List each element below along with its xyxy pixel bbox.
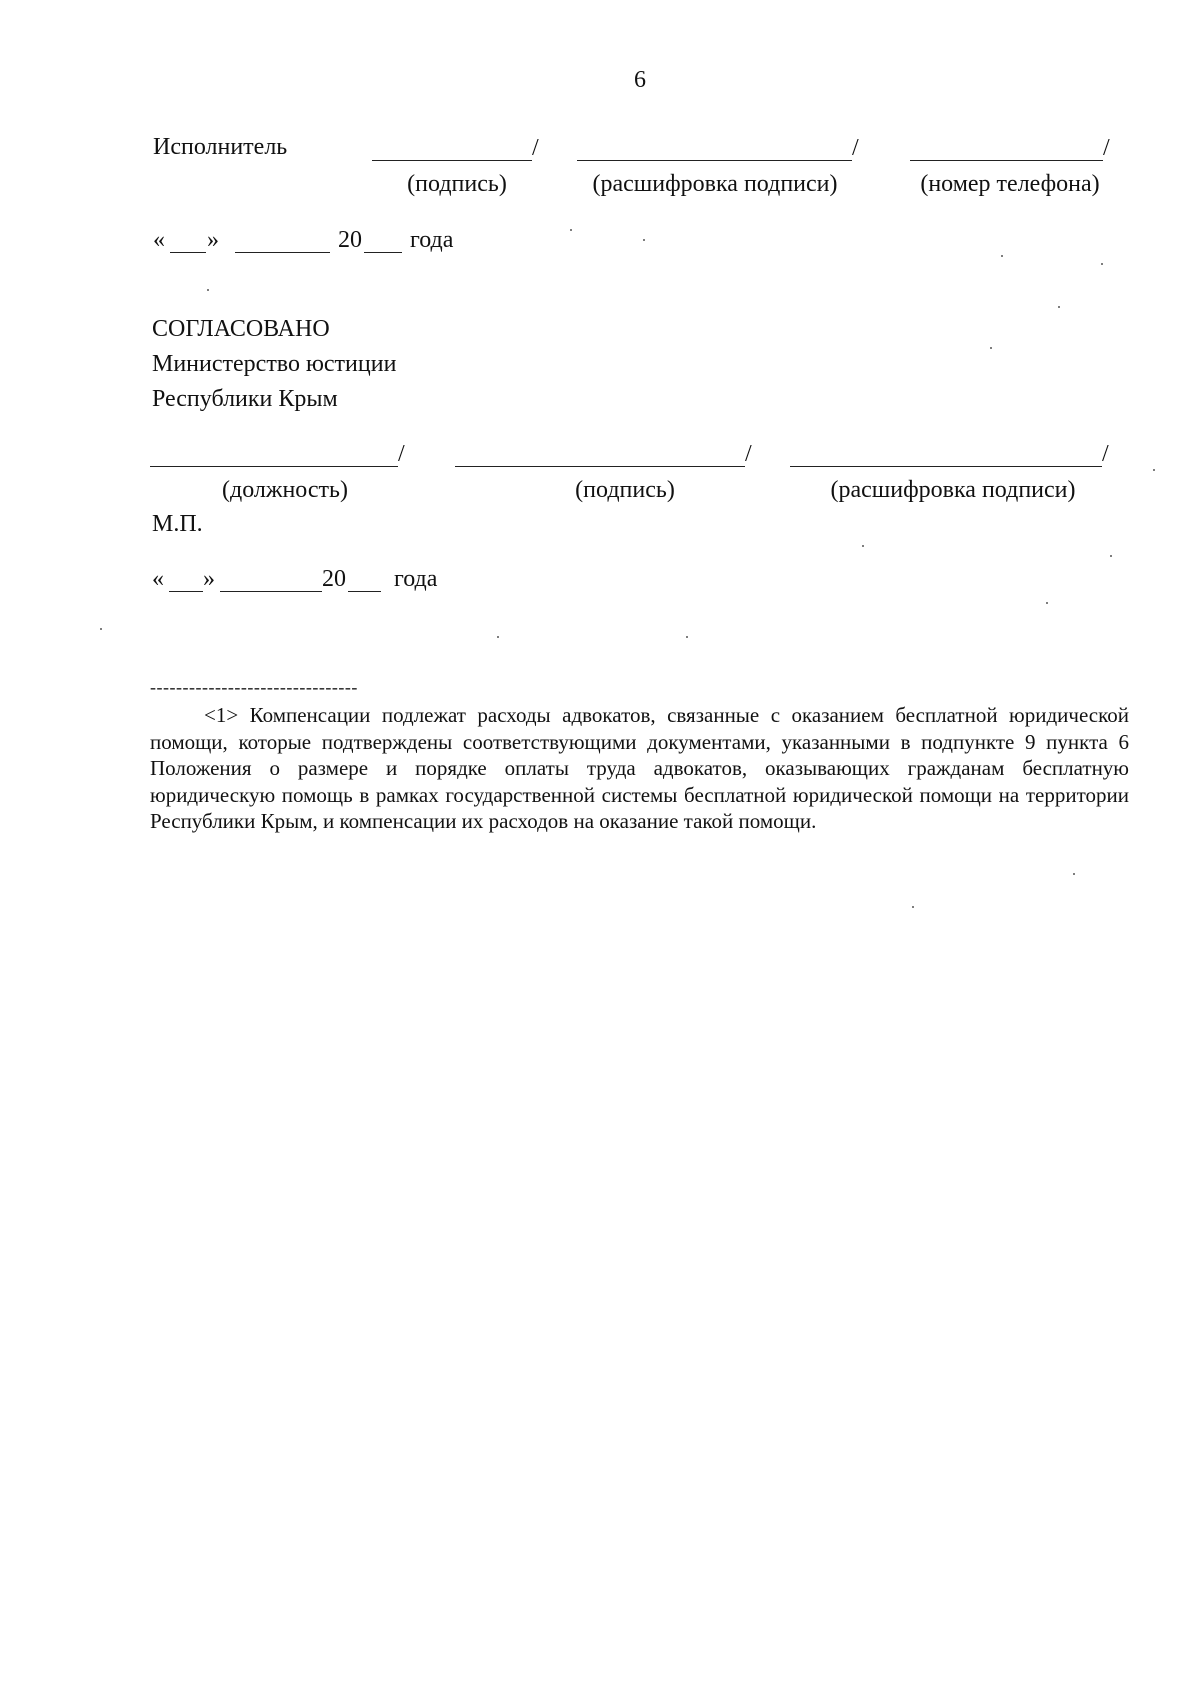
executor-decoding-line bbox=[577, 160, 852, 161]
scan-speck bbox=[1101, 263, 1103, 265]
scan-speck bbox=[1046, 602, 1048, 604]
date-year-suffix: года bbox=[410, 227, 454, 253]
scan-speck bbox=[570, 229, 572, 231]
executor-caption-signature: (подпись) bbox=[407, 171, 507, 197]
executor-decoding-slash: / bbox=[852, 135, 859, 161]
scan-speck bbox=[1073, 873, 1075, 875]
scan-speck bbox=[1058, 306, 1060, 308]
executor-signature-slash: / bbox=[532, 135, 539, 161]
scan-speck bbox=[1001, 255, 1003, 257]
scan-speck bbox=[1153, 469, 1155, 471]
approval-caption-decoding: (расшифровка подписи) bbox=[830, 477, 1076, 503]
approval-position-line bbox=[150, 466, 398, 467]
date-year-line bbox=[348, 591, 381, 592]
date-close-quote: » bbox=[207, 227, 219, 253]
approval-decoding-line bbox=[790, 466, 1102, 467]
executor-signature-line bbox=[372, 160, 532, 161]
scan-speck bbox=[1110, 555, 1112, 557]
scan-speck bbox=[912, 906, 914, 908]
stamp-place-label: М.П. bbox=[152, 511, 203, 537]
approval-org-line2: Республики Крым bbox=[152, 386, 338, 412]
executor-phone-line bbox=[910, 160, 1103, 161]
executor-phone-slash: / bbox=[1103, 135, 1110, 161]
approval-caption-position: (должность) bbox=[222, 477, 348, 503]
approval-org-line1: Министерство юстиции bbox=[152, 351, 397, 377]
executor-caption-decoding: (расшифровка подписи) bbox=[592, 171, 838, 197]
date-close-quote: » bbox=[203, 566, 215, 592]
scan-speck bbox=[207, 289, 209, 291]
page-number: 6 bbox=[634, 67, 646, 93]
footnote-separator: -------------------------------- bbox=[150, 677, 358, 697]
date-year-prefix: 20 bbox=[322, 566, 346, 592]
scan-speck bbox=[100, 628, 102, 630]
date-month-line bbox=[235, 252, 330, 253]
approval-heading: СОГЛАСОВАНО bbox=[152, 316, 330, 342]
footnote-text: <1> Компенсации подлежат расходы адвокатов, связанные с оказанием бесплатной юридической помощи, которые подтверждены соответствующими документами, указанными в подпункте 9 пункта 6 Положения о размере и порядке оплаты труда адвокатов, оказывающих гражданам бесплатную юридическую помощь в рамках государственной системы бесплатной юридической помощи на территории Республики Крым, и компенсации их расходов на оказание такой помощи. bbox=[150, 703, 1129, 833]
approval-position-slash: / bbox=[398, 441, 405, 467]
date-open-quote: « bbox=[152, 566, 164, 592]
date-year-suffix: года bbox=[394, 566, 438, 592]
executor-caption-phone: (номер телефона) bbox=[920, 171, 1100, 197]
scan-speck bbox=[497, 636, 499, 638]
date-year-prefix: 20 bbox=[338, 227, 362, 253]
date-open-quote: « bbox=[153, 227, 165, 253]
executor-label: Исполнитель bbox=[153, 134, 288, 160]
date-day-line bbox=[169, 591, 203, 592]
scan-speck bbox=[862, 545, 864, 547]
scan-speck bbox=[686, 636, 688, 638]
scan-speck bbox=[643, 239, 645, 241]
date-month-line bbox=[220, 591, 322, 592]
date-day-line bbox=[170, 252, 206, 253]
scan-speck bbox=[990, 347, 992, 349]
date-year-line bbox=[364, 252, 402, 253]
approval-caption-signature: (подпись) bbox=[575, 477, 675, 503]
approval-decoding-slash: / bbox=[1102, 441, 1109, 467]
approval-signature-slash: / bbox=[745, 441, 752, 467]
approval-signature-line bbox=[455, 466, 745, 467]
